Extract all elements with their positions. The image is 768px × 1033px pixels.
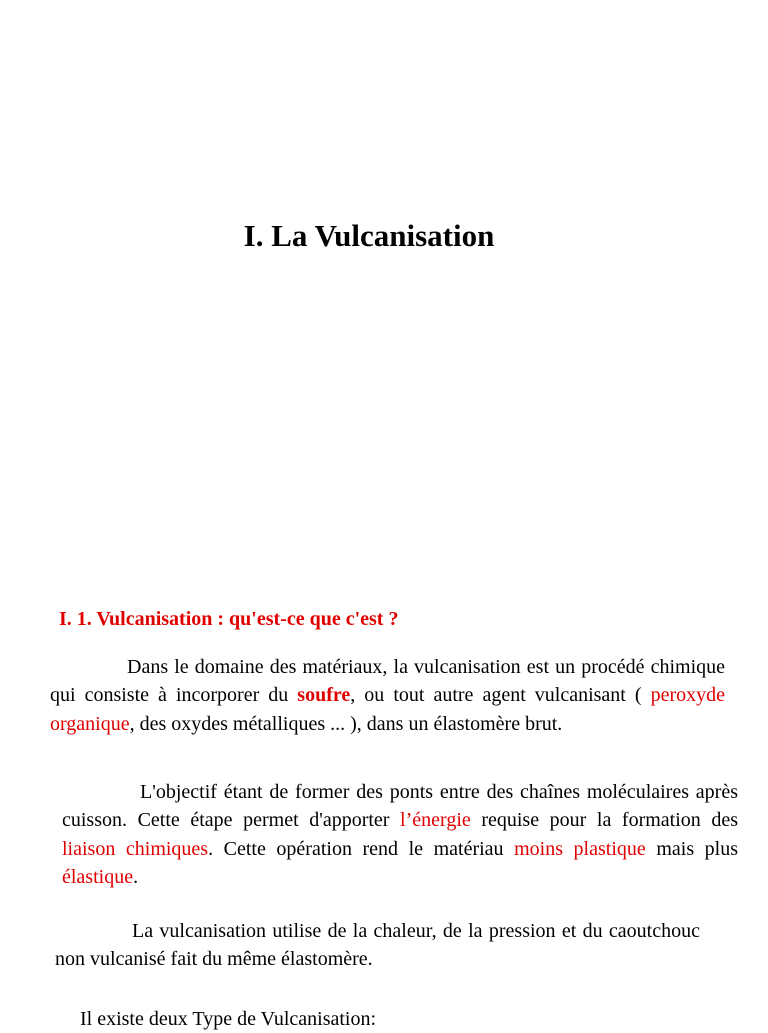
paragraph-definition — [50, 653, 725, 738]
page-title: I. La Vulcanisation — [243, 218, 495, 253]
paragraph-text: L'objectif étant de former des ponts entre des chaînes moléculaires après cuisson. Cette étape permet d'apporter — [62, 781, 738, 832]
highlight-soufre: soufre — [297, 684, 351, 707]
paragraph-text: , des oxydes métalliques ... ), dans un élastomère brut. — [129, 712, 563, 735]
paragraph-text: Dans le domaine des matériaux, la vulcanisation est un procédé chimique qui consiste à incorporer du — [50, 656, 725, 707]
paragraph-types-intro — [80, 1005, 740, 1033]
highlight-moins-plastique: moins plastique — [514, 837, 646, 860]
highlight-liaison: liaison chimiques — [62, 837, 209, 860]
paragraph-text: mais plus — [656, 837, 739, 860]
section-heading: I. 1. Vulcanisation : qu'est-ce que c'est ? — [59, 608, 399, 630]
highlight-energie: l’énergie — [400, 809, 471, 832]
paragraph-text: , ou tout autre agent vulcanisant ( — [350, 684, 642, 707]
highlight-peroxyde: peroxyde organique — [50, 684, 726, 735]
highlight-elastique: élastique — [62, 865, 134, 888]
paragraph-text: requise pour la formation des — [481, 809, 739, 832]
paragraph-objective — [62, 778, 738, 891]
paragraph-text: . — [133, 865, 139, 888]
paragraph-text: La vulcanisation utilise de la chaleur, de la pression et du caoutchouc non vulcanisé fait du même élastomère. — [55, 920, 700, 971]
paragraph-text: . Cette opération rend le matériau — [208, 837, 504, 860]
paragraph-process — [55, 917, 700, 974]
paragraph-text: Il existe deux Type de Vulcanisation: — [80, 1008, 377, 1030]
